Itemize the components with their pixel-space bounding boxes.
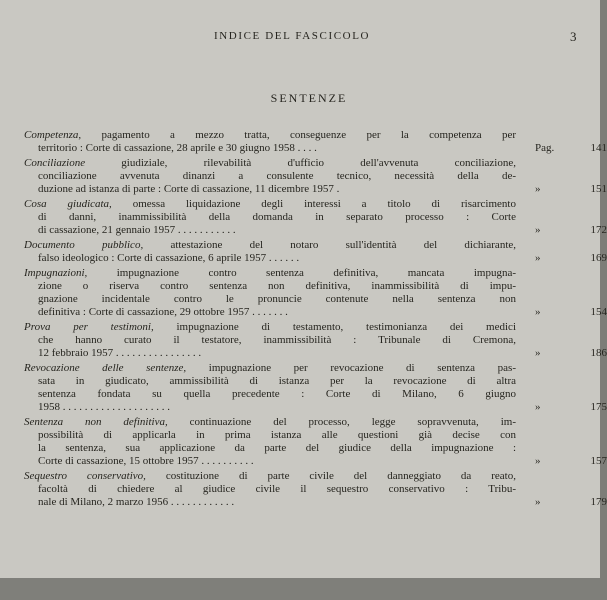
entry-text: 12 febbraio 1957 . . . . . . . . . . . . . . . .: [38, 347, 202, 359]
entry-line: [24, 267, 516, 280]
entry-text: gnazione incidentale contro le pronuncie contenute nella sentenza non: [38, 293, 516, 305]
entry-text: facoltà di chiedere al giudice civile il sequestro conservativo : Tribu-: [38, 483, 516, 495]
entry-page-reference: [527, 252, 607, 265]
entry-text: Corte di cassazione, 15 ottobre 1957 . . . . . . . . . .: [38, 455, 254, 467]
page-number: 157: [590, 455, 607, 467]
index-entry: [24, 416, 607, 468]
entry-keyword: Impugnazioni,: [24, 267, 88, 279]
page-prefix: »: [535, 455, 541, 467]
entry-text: falso ideologico : Corte di cassazione, 6 aprile 1957 . . . . . .: [38, 252, 300, 264]
entry-text: sata in giudicato, ammissibilità di istanza per la revocazione di altra: [38, 375, 516, 387]
entry-keyword: Sentenza non definitiva,: [24, 416, 168, 428]
entry-line: [24, 252, 516, 265]
page-prefix: »: [535, 496, 541, 508]
header-title: INDICE DEL FASCICOLO: [214, 30, 371, 42]
entry-line: [24, 401, 516, 414]
entry-page-reference: [527, 183, 607, 196]
entry-text: costituzione di parte civile del danneggiato da reato,: [145, 470, 516, 482]
page-number: 172: [590, 224, 607, 236]
entry-line: [24, 239, 516, 252]
entry-text: possibilità di applicarla in prima istanza alle questioni già decise con: [38, 429, 516, 441]
entry-line: [24, 496, 516, 509]
entry-text: giudiziale, rilevabilità d'ufficio dell'avvenuta conciliazione,: [85, 157, 516, 169]
entry-line: [24, 211, 516, 224]
entry-line: [24, 183, 516, 196]
entry-text: pagamento a mezzo tratta, conseguenze per la competenza per: [81, 129, 516, 141]
entry-text: territorio : Corte di cassazione, 28 aprile e 30 giugno 1958 . . . .: [38, 142, 317, 154]
entry-keyword: Competenza,: [24, 129, 82, 141]
page-number: 141: [590, 142, 607, 154]
entry-text: conciliazione avvenuta dinanzi a consulente tecnico, necessità della de-: [38, 170, 516, 182]
page-number: 151: [590, 183, 607, 195]
index-entry: [24, 157, 607, 196]
index-entry: [24, 362, 607, 414]
entry-line: [24, 334, 516, 347]
entry-line: [24, 129, 516, 142]
entry-text: duzione ad istanza di parte : Corte di cassazione, 11 dicembre 1957 .: [38, 183, 340, 195]
entry-text: di cassazione, 21 gennaio 1957 . . . . . . . . . . .: [38, 224, 236, 236]
page-prefix: »: [535, 306, 541, 318]
page-prefix: Pag.: [535, 142, 555, 154]
entry-keyword: Conciliazione: [24, 157, 86, 169]
entry-line: [24, 142, 516, 155]
entry-page-reference: [527, 455, 607, 468]
entry-line: [24, 306, 516, 319]
entry-page-reference: [527, 401, 607, 414]
entry-text: la sentenza, sua applicazione da parte del giudice della impugnazione :: [38, 442, 516, 454]
index-entry: [24, 267, 607, 319]
page-number: 186: [590, 347, 607, 359]
page-prefix: »: [535, 252, 541, 264]
entry-text: nale di Milano, 2 marzo 1956 . . . . . . . . . . . .: [38, 496, 235, 508]
entry-line: [24, 416, 516, 429]
page-header: [0, 30, 600, 46]
entry-line: [24, 280, 516, 293]
page-number: 154: [590, 306, 607, 318]
index-entry: [24, 239, 607, 265]
entry-line: [24, 347, 516, 360]
index-entry: [24, 470, 607, 509]
entry-page-reference: [527, 142, 607, 155]
entry-page-reference: [527, 306, 607, 319]
entry-line: [24, 157, 516, 170]
entry-text: continuazione del processo, legge sopravvenuta, im-: [167, 416, 516, 428]
entry-line: [24, 455, 516, 468]
entry-line: [24, 293, 516, 306]
page-prefix: »: [535, 347, 541, 359]
entry-keyword: Sequestro conservativo,: [24, 470, 146, 482]
entry-text: impugnazione per revocazione di sentenza pas-: [186, 362, 516, 374]
index-entry: [24, 321, 607, 360]
entry-text: sentenza fondata su quella precedente : Corte di Milano, 6 giugno: [38, 388, 516, 400]
entry-page-reference: [527, 224, 607, 237]
entry-keyword: Cosa giudicata,: [24, 198, 112, 210]
entry-line: [24, 470, 516, 483]
entry-text: attestazione del notaro sull'identità del dichiarante,: [143, 239, 517, 251]
page-number: 169: [590, 252, 607, 264]
entry-page-reference: [527, 496, 607, 509]
entry-text: che hanno curato il testatore, inammissibilità : Tribunale di Cremona,: [38, 334, 516, 346]
entry-line: [24, 442, 516, 455]
entry-page-reference: [527, 347, 607, 360]
entry-line: [24, 388, 516, 401]
entry-keyword: Prova per testimoni,: [24, 321, 154, 333]
entry-line: [24, 321, 516, 334]
entry-line: [24, 362, 516, 375]
entry-line: [24, 429, 516, 442]
page-prefix: »: [535, 183, 541, 195]
page-bottom-edge: [0, 578, 600, 600]
entry-text: definitiva : Corte di cassazione, 29 ottobre 1957 . . . . . . .: [38, 306, 288, 318]
entry-keyword: Revocazione delle sentenze,: [24, 362, 187, 374]
index-entries: [24, 129, 607, 511]
entry-line: [24, 224, 516, 237]
entry-line: [24, 375, 516, 388]
section-title: SENTENZE: [270, 91, 348, 105]
page-number: 175: [590, 401, 607, 413]
entry-text: zione o riserva contro sentenza non definitiva, inammissibilità di impu-: [38, 280, 516, 292]
page-prefix: »: [535, 401, 541, 413]
page-number: 179: [590, 496, 607, 508]
index-entry: [24, 129, 607, 155]
index-entry: [24, 198, 607, 237]
page-prefix: »: [535, 224, 541, 236]
entry-line: [24, 483, 516, 496]
entry-text: 1958 . . . . . . . . . . . . . . . . . . . .: [38, 401, 170, 413]
header-page-number: 3: [570, 29, 577, 44]
entry-text: omessa liquidazione degli interessi a titolo di risarcimento: [111, 198, 516, 210]
entry-text: impugnazione contro sentenza definitiva, mancata impugna-: [87, 267, 516, 279]
entry-text: di danni, inammissibilità della domanda in separato processo : Corte: [38, 211, 516, 223]
entry-keyword: Documento pubblico,: [24, 239, 144, 251]
entry-text: impugnazione di testamento, testimonianza dei medici: [153, 321, 516, 333]
entry-line: [24, 170, 516, 183]
entry-line: [24, 198, 516, 211]
